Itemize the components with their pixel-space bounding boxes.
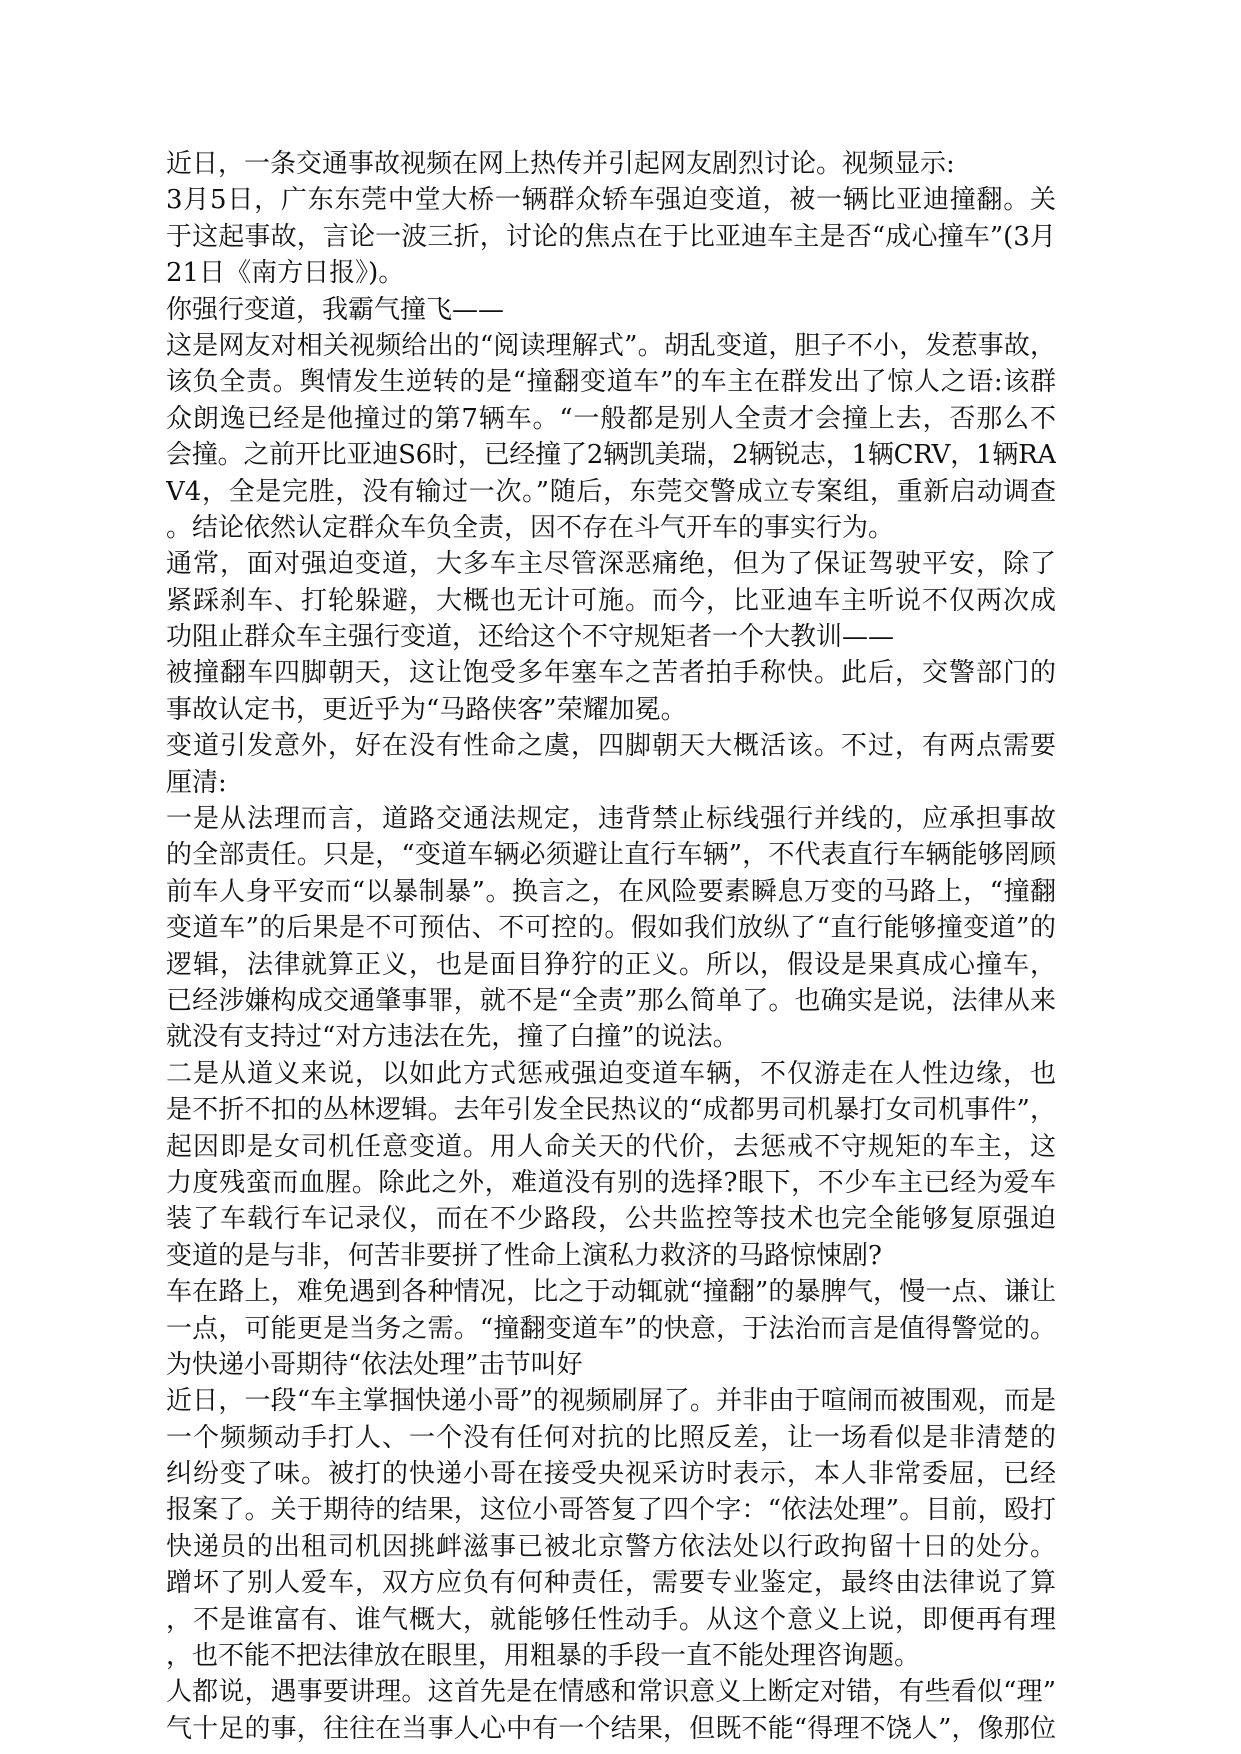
text-line: 二是从道义来说，以如此方式惩戒强迫变道车辆，不仅游走在人性边缘，也 [166, 1058, 1056, 1089]
text-line: 该负全责。舆情发生逆转的是“撞翻变道车”的车主在群发出了惊人之语:该群 [166, 367, 1056, 398]
text-line: 蹭坏了别人爱车，双方应负有何种责任，需要专业鉴定，最终由法律说了算 [166, 1568, 1056, 1599]
text-line: 功阻止群众车主强行变道，还给这个不守规矩者一个大教训—— [166, 622, 895, 653]
text-line: 被撞翻车四脚朝天，这让饱受多年塞车之苦者拍手称快。此后，交警部门的 [166, 658, 1056, 689]
text-line: 近日，一条交通事故视频在网上热传并引起网友剧烈讨论。视频显示: [166, 149, 955, 179]
text-line: 一个频频动手打人、一个没有任何对抗的比照反差，让一场看似是非清楚的 [166, 1422, 1056, 1453]
text-line: 逻辑，法律就算正义，也是面目狰狞的正义。所以，假设是果真成心撞车， [166, 949, 1056, 980]
text-line: 前车人身平安而“以暴制暴”。换言之，在风险要素瞬息万变的马路上，“撞翻 [166, 876, 1056, 907]
text-line: 已经涉嫌构成交通肇事罪，就不是“全责”那么简单了。也确实是说，法律从来 [166, 985, 1056, 1016]
text-line: 厘清: [166, 767, 227, 798]
text-line: 就没有支持过“对方违法在先，撞了白撞”的说法。 [166, 1022, 739, 1053]
text-line: 。结论依然认定群众车负全责，因不存在斗气开车的事实行为。 [166, 512, 895, 543]
article-body [166, 146, 1056, 1747]
text-line: 车在路上，难免遇到各种情况，比之于动辄就“撞翻”的暴脾气，慢一点、谦让 [166, 1277, 1056, 1308]
text-line: 事故认定书，更近乎为“马路侠客”荣耀加冕。 [166, 694, 687, 725]
text-line: 3月5日，广东东莞中堂大桥一辆群众轿车强迫变道，被一辆比亚迪撞翻。关 [166, 185, 1056, 216]
text-line: 一是从法理而言，道路交通法规定，违背禁止标线强行并线的，应承担事故 [166, 804, 1056, 835]
text-line: 力度残蛮而血腥。除此之外，难道没有别的选择?眼下，不少车主已经为爱车 [166, 1167, 1056, 1198]
text-line: 纠纷变了味。被打的快递小哥在接受央视采访时表示，本人非常委屈，已经 [166, 1459, 1056, 1490]
text-line: 报案了。关于期待的结果，这位小哥答复了四个字：“依法处理”。目前，殴打 [166, 1495, 1056, 1526]
text-line: 你强行变道，我霸气撞飞—— [166, 294, 505, 325]
text-line: 变道的是与非，何苦非要拼了性命上演私力救济的马路惊悚剧? [166, 1240, 882, 1271]
text-line: 于这起事故，言论一波三折，讨论的焦点在于比亚迪车主是否“成心撞车”(3月 [166, 221, 1056, 252]
text-line: 近日，一段“车主掌掴快递小哥”的视频刷屏了。并非由于喧闹而被围观，而是 [166, 1386, 1056, 1417]
text-line: 装了车载行车记录仪，而在不少路段，公共监控等技术也完全能够复原强迫 [166, 1204, 1056, 1235]
text-line: 为快递小哥期待“依法处理”击节叫好 [166, 1349, 583, 1380]
text-line: 21日《南方日报》)。 [166, 258, 405, 289]
text-line: 一点，可能更是当务之需。“撞翻变道车”的快意，于法治而言是值得警觉的。 [166, 1313, 1056, 1344]
text-line: 是不折不扣的丛林逻辑。去年引发全民热议的“成都男司机暴打女司机事件”， [166, 1095, 1056, 1126]
text-line: 起因即是女司机任意变道。用人命关天的代价，去惩戒不守规矩的车主，这 [166, 1131, 1056, 1162]
text-line: 会撞。之前开比亚迪S6时，已经撞了2辆凯美瑞，2辆锐志，1辆CRV，1辆RA [166, 440, 1056, 471]
text-line: 的全部责任。只是，“变道车辆必须避让直行车辆”，不代表直行车辆能够罔顾 [166, 840, 1056, 871]
text-line: 变道车”的后果是不可预估、不可控的。假如我们放纵了“直行能够撞变道”的 [166, 913, 1056, 944]
text-line: ，也不能不把法律放在眼里，用粗暴的手段一直不能处理咨询题。 [166, 1641, 921, 1672]
text-line: ，不是谁富有、谁气概大，就能够任性动手。从这个意义上说，即便再有理 [166, 1604, 1056, 1635]
text-line: 众朗逸已经是他撞过的第7辆车。“一般都是别人全责才会撞上去，否那么不 [166, 403, 1056, 434]
text-line: V4，全是完胜，没有输过一次。”随后，东莞交警成立专案组，重新启动调查 [166, 476, 1056, 507]
text-line: 紧踩刹车、打轮躲避，大概也无计可施。而今，比亚迪车主听说不仅两次成 [166, 585, 1056, 616]
text-line: 快递员的出租司机因挑衅滋事已被北京警方依法处以行政拘留十日的处分。 [166, 1531, 1056, 1562]
text-line: 变道引发意外，好在没有性命之虞，四脚朝天大概活该。不过，有两点需要 [166, 731, 1056, 762]
text-line: 人都说，遇事要讲理。这首先是在情感和常识意义上断定对错，有些看似“理” [166, 1677, 1056, 1708]
text-line: 气十足的事，往往在当事人心中有一个结果，但既不能“得理不饶人”，像那位 [166, 1713, 1056, 1744]
text-line: 这是网友对相关视频给出的“阅读理解式”。胡乱变道，胆子不小，发惹事故， [166, 330, 1056, 361]
text-line: 通常，面对强迫变道，大多车主尽管深恶痛绝，但为了保证驾驶平安，除了 [166, 549, 1056, 580]
